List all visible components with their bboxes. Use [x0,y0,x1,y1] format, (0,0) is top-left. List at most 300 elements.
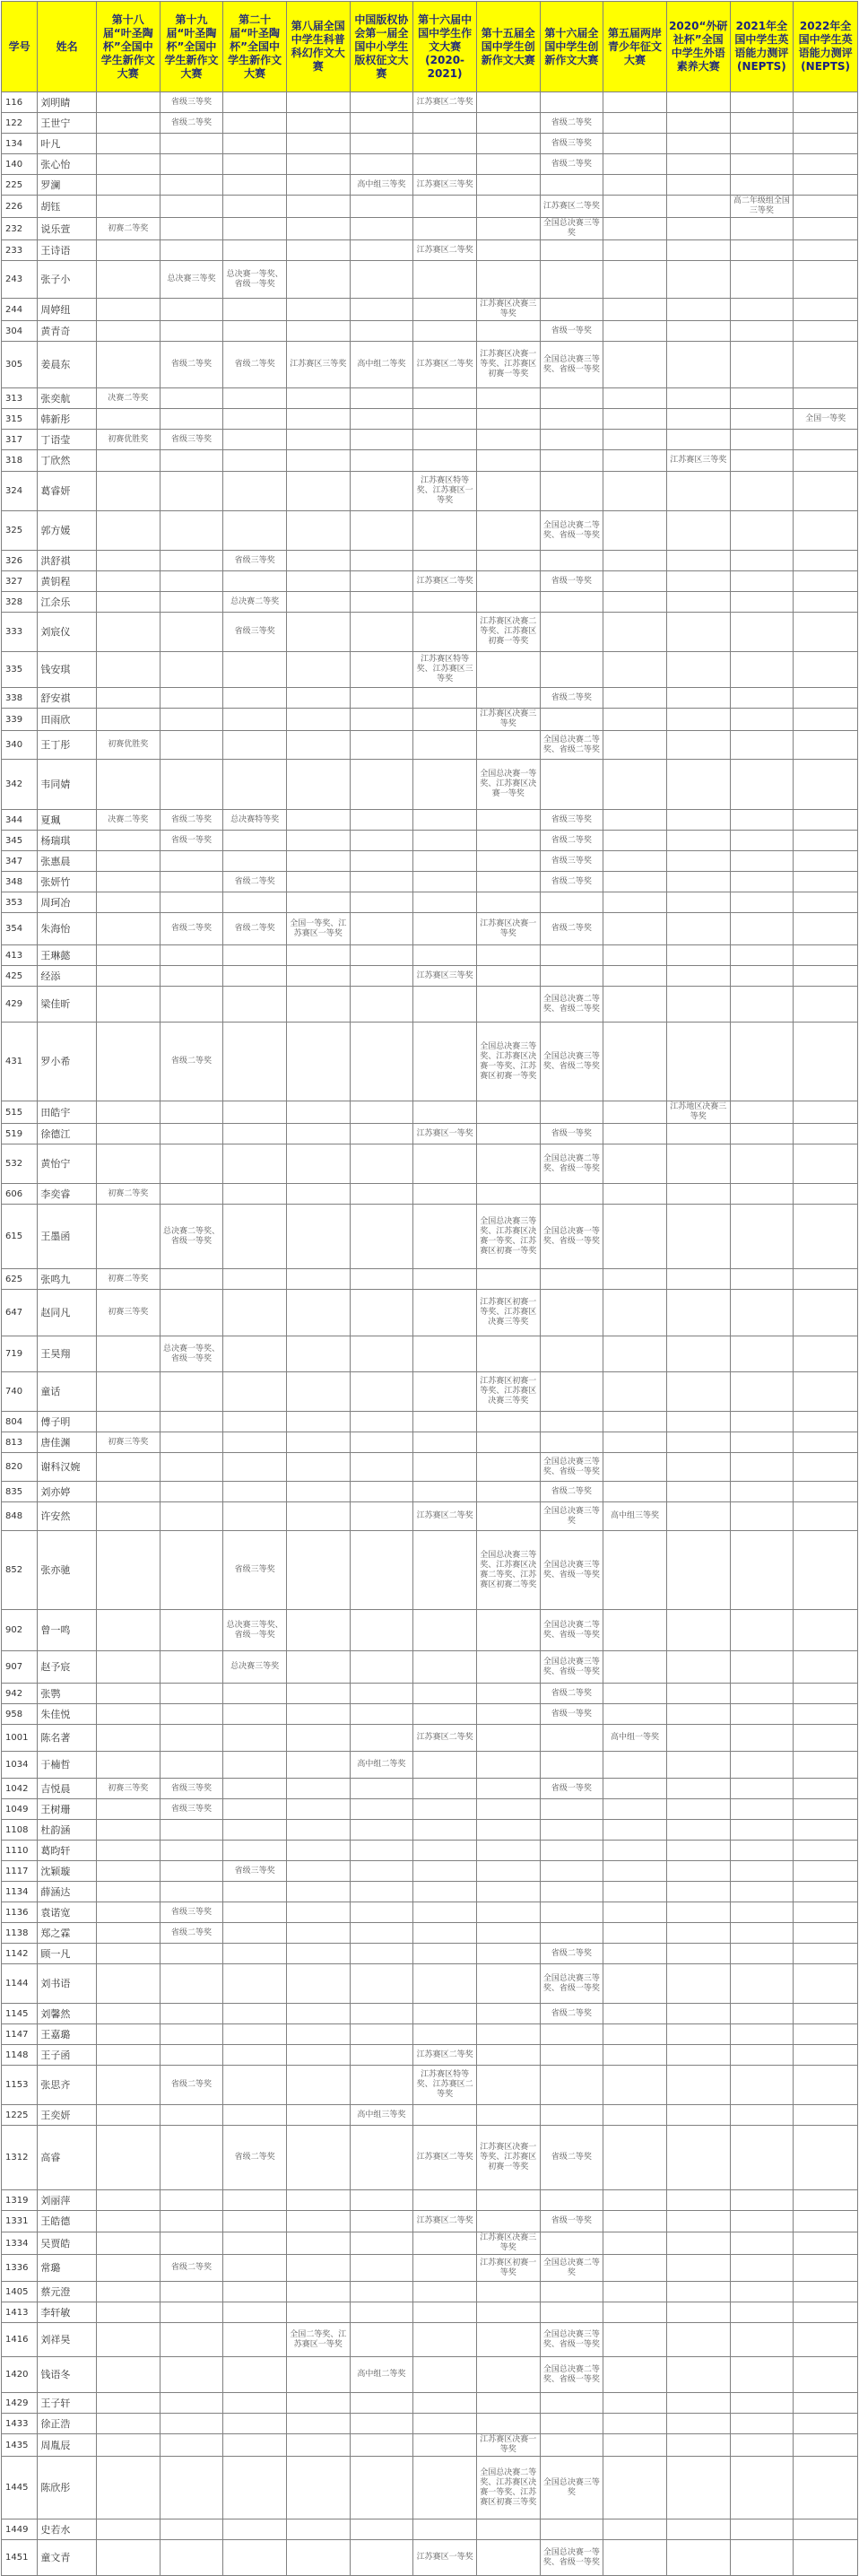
student-name-cell: 罗小希 [38,1023,97,1101]
award-cell: 省级一等奖 [540,1704,603,1725]
award-cell [286,113,350,134]
column-header: 学号 [2,2,38,92]
student-id-cell: 1416 [2,2323,38,2357]
student-name-cell: 刘宸仪 [38,613,97,652]
table-row [2,472,858,511]
award-cell [730,511,794,551]
award-cell [730,892,794,913]
award-cell [603,2414,667,2434]
award-cell [666,613,730,652]
award-cell: 总决赛三等奖 [160,261,223,299]
award-cell [413,218,477,240]
award-cell [413,2105,477,2126]
student-id-cell: 820 [2,1453,38,1482]
award-cell [160,2282,223,2302]
award-cell [476,1944,540,1964]
award-cell: 省级三等奖 [223,551,287,571]
column-header: 姓名 [38,2,97,92]
award-cell [730,342,794,388]
student-name-cell: 周珂冶 [38,892,97,913]
award-cell [350,1336,413,1372]
award-cell [666,1923,730,1944]
award-cell [96,2357,160,2393]
award-cell [286,1779,350,1799]
award-cell [160,409,223,430]
award-cell [730,1432,794,1453]
table-row [2,134,858,154]
award-cell [286,2393,350,2414]
award-cell [223,450,287,472]
award-cell [476,218,540,240]
award-cell [794,388,858,409]
table-row [2,2211,858,2232]
award-cell [160,1453,223,1482]
student-id-cell: 625 [2,1269,38,1290]
award-cell [730,1502,794,1531]
award-cell [540,2393,603,2414]
award-cell [350,1269,413,1290]
award-cell [413,709,477,731]
table-row [2,688,858,709]
award-cell [160,321,223,342]
table-row [2,1752,858,1779]
table-row [2,2323,858,2357]
award-cell [350,113,413,134]
student-name-cell: 王皓德 [38,2211,97,2232]
award-cell [96,613,160,652]
award-cell [794,299,858,321]
table-row [2,2540,858,2576]
award-cell [96,92,160,113]
award-cell [666,2024,730,2045]
award-cell [794,1412,858,1432]
award-cell [603,321,667,342]
award-cell [794,2190,858,2211]
award-cell [160,240,223,261]
award-cell [794,1779,858,1799]
award-cell [286,430,350,450]
award-cell [794,892,858,913]
student-name-cell: 徐正浩 [38,2414,97,2434]
award-cell [603,1944,667,1964]
table-row [2,945,858,966]
table-row [2,652,858,688]
award-cell [96,760,160,810]
award-cell: 全国总决赛二等奖、省级二等奖 [540,731,603,760]
award-cell [286,1482,350,1502]
award-cell [160,1684,223,1704]
award-cell: 全国总决赛三等奖、省级一等奖 [540,1531,603,1610]
award-cell [540,2434,603,2457]
award-cell [794,1184,858,1205]
student-name-cell: 张妍竹 [38,872,97,892]
award-cell [350,1704,413,1725]
award-cell [286,571,350,592]
student-name-cell: 王墨函 [38,1205,97,1269]
table-row [2,2105,858,2126]
award-cell [476,1184,540,1205]
award-cell [794,2323,858,2357]
award-cell [96,261,160,299]
award-cell [286,2232,350,2255]
award-cell [96,1124,160,1144]
award-cell [794,2105,858,2126]
award-cell [413,1336,477,1372]
award-cell [476,810,540,831]
student-id-cell: 615 [2,1205,38,1269]
award-cell: 省级二等奖 [540,688,603,709]
award-cell [730,1882,794,1902]
award-cell [223,1841,287,1861]
award-cell: 初赛三等奖 [96,1290,160,1336]
award-cell [476,1964,540,2004]
table-row [2,1820,858,1841]
award-cell [96,1725,160,1752]
award-cell [794,1725,858,1752]
student-id-cell: 1117 [2,1861,38,1882]
award-cell [223,409,287,430]
student-name-cell: 朱佳悦 [38,1704,97,1725]
award-cell [794,2045,858,2066]
student-id-cell: 324 [2,472,38,511]
award-cell [223,571,287,592]
student-id-cell: 1445 [2,2457,38,2519]
award-cell [603,196,667,218]
award-cell [223,1101,287,1124]
award-cell [350,2045,413,2066]
award-cell [223,2414,287,2434]
award-cell [350,2302,413,2323]
award-cell [160,2232,223,2255]
award-cell [413,2457,477,2519]
award-cell [730,2126,794,2190]
award-cell [286,1752,350,1779]
award-cell [96,1205,160,1269]
award-cell [96,1841,160,1861]
award-cell [96,1902,160,1923]
student-id-cell: 315 [2,409,38,430]
student-id-cell: 354 [2,913,38,945]
award-cell [603,2357,667,2393]
award-cell [223,2255,287,2282]
award-cell [286,1684,350,1704]
award-cell [603,1124,667,1144]
column-header: 第五届两岸青少年征文大赛 [603,2,667,92]
award-cell [603,1205,667,1269]
award-cell: 省级三等奖 [160,1799,223,1820]
student-name-cell: 沈颖璇 [38,1861,97,1882]
award-cell [666,1944,730,1964]
award-cell [540,2024,603,2045]
award-cell [350,1779,413,1799]
student-name-cell: 钱安琪 [38,652,97,688]
award-cell [540,1752,603,1779]
award-cell [540,709,603,731]
award-cell [730,175,794,196]
award-cell [223,92,287,113]
table-row [2,1412,858,1432]
student-name-cell: 童话 [38,1372,97,1412]
award-cell [794,1923,858,1944]
student-id-cell: 1449 [2,2519,38,2540]
award-cell: 江苏赛区一等奖 [413,2540,477,2576]
award-cell [603,1336,667,1372]
award-cell [603,1290,667,1336]
award-cell [540,1412,603,1432]
award-cell [286,321,350,342]
student-id-cell: 1148 [2,2045,38,2066]
award-cell [413,831,477,851]
award-cell [413,2323,477,2357]
award-cell: 江苏赛区特等奖、江苏赛区一等奖 [413,472,477,511]
award-cell [350,571,413,592]
award-cell [666,945,730,966]
award-cell [350,913,413,945]
award-cell [666,1861,730,1882]
award-cell [476,430,540,450]
award-cell [350,261,413,299]
award-cell [286,1502,350,1531]
student-name-cell: 薛涵达 [38,1882,97,1902]
table-row [2,1372,858,1412]
student-name-cell: 李奕睿 [38,1184,97,1205]
award-cell [666,299,730,321]
award-cell: 省级二等奖 [540,913,603,945]
award-cell: 省级二等奖 [223,913,287,945]
student-name-cell: 李轩敏 [38,2302,97,2323]
award-cell [794,511,858,551]
award-cell [413,2414,477,2434]
table-row [2,450,858,472]
student-name-cell: 傅子明 [38,1412,97,1432]
award-cell [350,810,413,831]
award-cell [350,2434,413,2457]
award-cell [476,1336,540,1372]
award-cell [350,2126,413,2190]
award-cell [286,1902,350,1923]
award-cell [413,2434,477,2457]
award-cell [286,2190,350,2211]
award-cell: 全国总决赛一等奖、江苏赛区决赛一等奖 [476,760,540,810]
award-cell [160,1269,223,1290]
award-cell [666,1144,730,1184]
award-cell [350,1531,413,1610]
award-cell [286,196,350,218]
award-cell: 江苏赛区决赛三等奖 [476,709,540,731]
award-cell [794,113,858,134]
award-cell [413,1861,477,1882]
table-row [2,92,858,113]
award-cell [730,2302,794,2323]
award-cell [794,966,858,987]
award-cell [603,2004,667,2024]
award-cell: 省级二等奖 [160,913,223,945]
award-cell [603,2105,667,2126]
award-cell [96,175,160,196]
student-id-cell: 1144 [2,1964,38,2004]
award-cell [603,831,667,851]
award-cell [476,1752,540,1779]
award-cell [476,388,540,409]
award-cell: 总决赛一等奖、省级一等奖 [160,1336,223,1372]
award-cell [730,987,794,1023]
student-id-cell: 1429 [2,2393,38,2414]
award-cell [540,2302,603,2323]
student-id-cell: 1142 [2,1944,38,1964]
award-cell [286,1124,350,1144]
award-cell [476,154,540,175]
award-cell [96,2232,160,2255]
award-cell [350,1205,413,1269]
award-cell [666,652,730,688]
table-row [2,1841,858,1861]
award-cell [413,1269,477,1290]
award-cell [160,1372,223,1412]
award-cell [730,1482,794,1502]
award-cell [413,1372,477,1412]
award-cell [476,2519,540,2540]
award-cell [476,2004,540,2024]
student-name-cell: 袁诺宽 [38,1902,97,1923]
award-cell [730,760,794,810]
award-cell [730,261,794,299]
student-name-cell: 张奕航 [38,388,97,409]
award-cell: 省级三等奖 [540,851,603,872]
award-cell: 江苏赛区决赛一等奖、江苏赛区初赛一等奖 [476,2126,540,2190]
award-cell [730,913,794,945]
student-name-cell: 钱语冬 [38,2357,97,2393]
award-cell [476,1482,540,1502]
award-cell [666,1482,730,1502]
award-cell [730,1841,794,1861]
award-cell [730,2190,794,2211]
award-cell [160,551,223,571]
award-cell [350,1482,413,1502]
student-id-cell: 348 [2,872,38,892]
award-cell [286,134,350,154]
award-cell: 全国一等奖 [794,409,858,430]
award-cell [603,892,667,913]
award-cell [96,1944,160,1964]
award-cell [540,2282,603,2302]
award-cell [540,1184,603,1205]
award-cell [603,240,667,261]
table-row [2,1725,858,1752]
award-cell [160,2126,223,2190]
award-cell [286,1944,350,1964]
award-cell [730,2045,794,2066]
award-cell [223,1290,287,1336]
award-cell [286,831,350,851]
award-cell [160,2045,223,2066]
award-cell: 全国总决赛二等奖、省级二等奖 [540,987,603,1023]
award-cell [413,1651,477,1684]
award-cell [666,1704,730,1725]
student-id-cell: 1136 [2,1902,38,1923]
award-cell [730,1336,794,1372]
award-cell [794,731,858,760]
award-cell [794,2357,858,2393]
award-cell [160,1184,223,1205]
award-cell [603,1651,667,1684]
student-id-cell: 1134 [2,1882,38,1902]
award-cell [223,299,287,321]
award-cell [666,409,730,430]
award-cell [730,2211,794,2232]
award-cell [540,945,603,966]
student-id-cell: 1147 [2,2024,38,2045]
award-cell [160,2024,223,2045]
award-cell [96,113,160,134]
award-cell [540,1725,603,1752]
award-cell [96,966,160,987]
award-cell: 高中组二等奖 [350,2357,413,2393]
award-cell [603,1841,667,1861]
award-cell [666,1651,730,1684]
award-cell [730,1372,794,1412]
award-cell [160,1944,223,1964]
award-cell [666,1531,730,1610]
award-cell [160,175,223,196]
award-cell [603,851,667,872]
award-cell [603,652,667,688]
award-cell [96,342,160,388]
student-name-cell: 吉悦晨 [38,1779,97,1799]
award-cell [540,1861,603,1882]
award-cell [413,2519,477,2540]
award-cell [160,134,223,154]
table-row [2,1923,858,1944]
award-cell: 总决赛二等奖、省级一等奖 [160,1205,223,1269]
award-cell: 全国总决赛三等奖 [540,1502,603,1531]
award-cell [160,2211,223,2232]
award-cell [350,652,413,688]
award-cell [666,1432,730,1453]
award-cell [350,1902,413,1923]
table-row [2,261,858,299]
award-cell [730,92,794,113]
award-cell [160,1101,223,1124]
award-cell [666,218,730,240]
award-cell [794,2126,858,2190]
award-cell [350,430,413,450]
student-id-cell: 835 [2,1482,38,1502]
award-cell [603,987,667,1023]
award-cell [603,1820,667,1841]
award-cell [730,1124,794,1144]
student-name-cell: 葛睿妍 [38,472,97,511]
student-id-cell: 1413 [2,2302,38,2323]
award-cell [730,731,794,760]
award-cell [160,2393,223,2414]
award-cell [603,571,667,592]
award-cell [603,966,667,987]
award-cell [476,652,540,688]
award-cell [540,409,603,430]
award-cell [476,1820,540,1841]
award-cell [794,1799,858,1820]
award-cell [350,2323,413,2357]
award-cell [666,430,730,450]
award-cell [476,1412,540,1432]
award-cell [286,709,350,731]
table-row [2,2434,858,2457]
award-cell: 江苏赛区二等奖 [413,571,477,592]
award-cell [96,2066,160,2105]
award-cell [730,2540,794,2576]
award-cell [160,2414,223,2434]
award-cell [540,1372,603,1412]
